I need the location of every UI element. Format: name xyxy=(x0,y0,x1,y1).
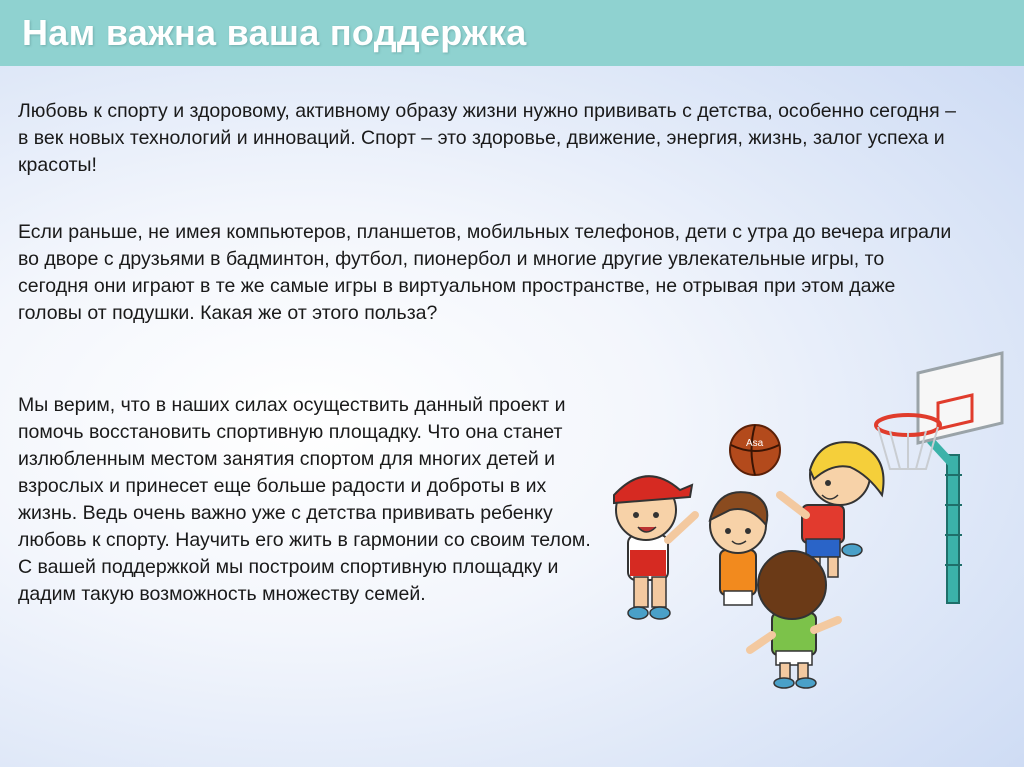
ball-brand-label: Asa xyxy=(746,438,764,449)
title-bar xyxy=(0,0,1024,66)
kid-green-shirt xyxy=(750,551,838,688)
slide-title: Нам важна ваша поддержка xyxy=(22,12,527,53)
kids-basketball-illustration xyxy=(600,345,1024,695)
paragraph-intro: Любовь к спорту и здоровому, активному образу жизни нужно прививать с детства, особенно сегодня – в век новых технологий и инноваций. Спорт – это здоровье, движение, энергия, жизнь, залог успеха и красоты! xyxy=(18,100,957,176)
paragraph-project: Мы верим, что в наших силах осуществить данный проект и помочь восстановить спортивную площадку. Что она станет излюбленным местом занятия спортом для многих детей и взрослых и принесет еще больше радости и доброты в их жизнь. Ведь очень важно уже с детства прививать ребенку любовь к спорту. Научить его жить в гармонии со своим телом. С вашей поддержкой мы построим спортивную площадку и дадим такую возможность множеству семей. xyxy=(18,394,591,605)
kid-red-cap xyxy=(614,476,695,619)
basketball-icon xyxy=(730,425,780,475)
paragraph-past-vs-present: Если раньше, не имея компьютеров, планшетов, мобильных телефонов, дети с утра до вечера играли во дворе с друзьями в бадминтон, футбол, пионербол и многие другие увлекательные игры, то сегодня они играют в те же самые игры в виртуальном пространстве, не отрывая при этом даже головы от подушки. Какая же от этого польза? xyxy=(18,221,952,324)
basketball-hoop xyxy=(876,353,1002,603)
